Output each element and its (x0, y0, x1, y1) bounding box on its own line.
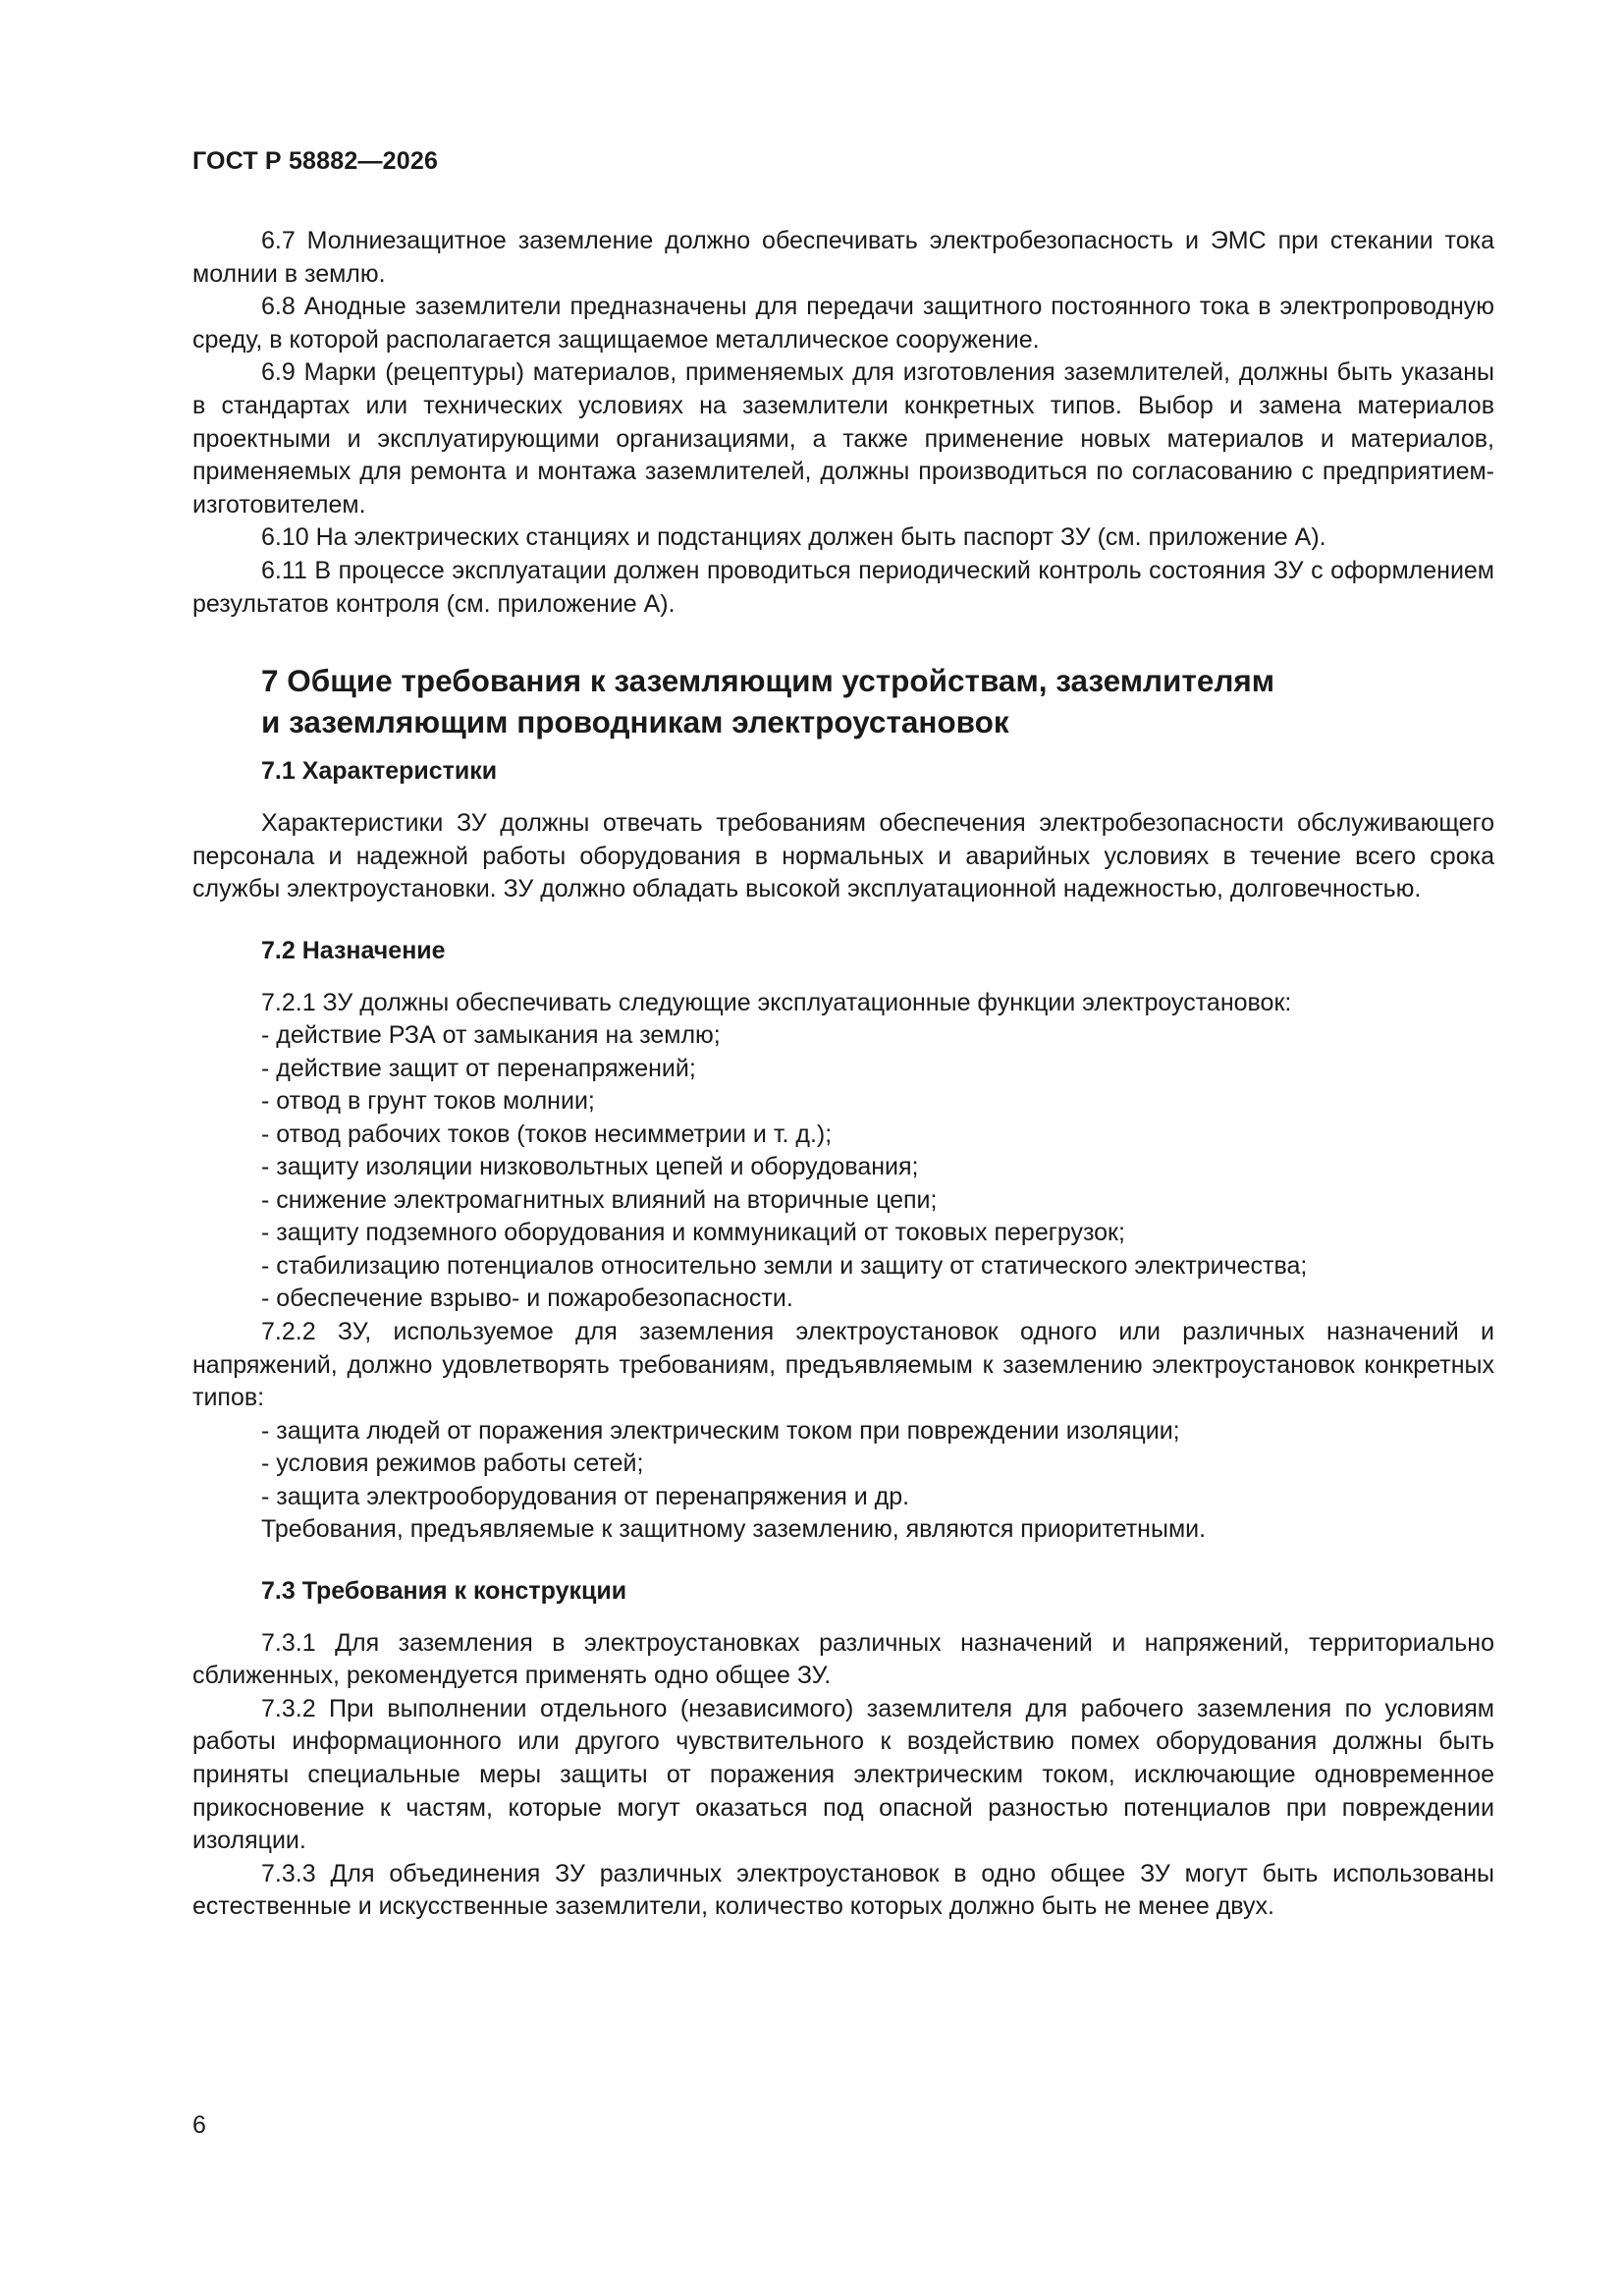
paragraph-7-2-1: 7.2.1 ЗУ должны обеспечивать следующие эксплуатационные функции электроустановок: (261, 988, 1292, 1016)
section-7-title-line-1: 7 Общие требования к заземляющим устройствам, заземлителям (261, 663, 1275, 699)
list-item: - защита людей от поражения электрическим током при повреждении изоляции; (261, 1416, 1180, 1445)
list-item: - обеспечение взрыво- и пожаробезопасности. (261, 1285, 793, 1313)
paragraph-6-9: 6.9 Марки (рецептуры) материалов, применяемых для изготовления заземлителей, должны быть указаны в стандартах или технических условиях на заземлители конкретных типов. Выбор и замена материалов проектными и эксплуатирующими организациями, а также применение новых материалов и материалов, применяемых для ремонта и монтажа заземлителей, должны производиться по согласованию с предприятием-изготовителем. (192, 358, 1494, 519)
paragraph-6-10: 6.10 На электрических станциях и подстанциях должен быть паспорт ЗУ (см. приложение А). (261, 523, 1326, 552)
list-item: - защиту изоляции низковольтных цепей и оборудования; (261, 1153, 919, 1181)
paragraph-7-1: Характеристики ЗУ должны отвечать требованиям обеспечения электробезопасности обслуживающего персонала и надежной работы оборудования в нормальных и аварийных условиях в течение всего срока службы электроустановки. ЗУ должно обладать высокой эксплуатационной надежностью, долговечностью. (192, 809, 1494, 903)
document-page (192, 147, 1494, 1924)
list-item: - действие защит от перенапряжений; (261, 1054, 696, 1082)
list-item: - действие РЗА от замыкания на землю; (261, 1021, 721, 1050)
priority-statement: Требования, предъявляемые к защитному заземлению, являются приоритетными. (261, 1515, 1207, 1544)
document-code-header: ГОСТ Р 58882—2026 (192, 147, 439, 175)
section-7-title (192, 660, 1494, 742)
subsection-7-1-title: 7.1 Характеристики (261, 757, 498, 786)
subsection-7-2-title: 7.2 Назначение (261, 936, 446, 964)
subsection-7-3-title: 7.3 Требования к конструкции (261, 1576, 627, 1605)
paragraph-7-2-2: 7.2.2 ЗУ, используемое для заземления электроустановок одного или различных назначений и напряжений, должно удовлетворять требованиям, предъявляемым к заземлению электроустановок конкретных типов: (192, 1317, 1494, 1412)
list-item: - снижение электромагнитных влияний на вторичные цепи; (261, 1185, 938, 1214)
paragraph-6-8: 6.8 Анодные заземлители предназначены для передачи защитного постоянного тока в электропроводную среду, в которой располагается защищаемое металлическое сооружение. (192, 293, 1494, 354)
list-item: - защиту подземного оборудования и коммуникаций от токовых перегрузок; (261, 1219, 1125, 1247)
section-6-paragraphs (192, 225, 1494, 621)
list-item: - условия режимов работы сетей; (261, 1449, 644, 1478)
list-item: - отвод рабочих токов (токов несимметрии и т. д.); (261, 1120, 833, 1148)
paragraph-7-3-1: 7.3.1 Для заземления в электроустановках различных назначений и напряжений, территориально сближенных, рекомендуется применять одно общее ЗУ. (192, 1628, 1494, 1690)
paragraph-6-7: 6.7 Молниезащитное заземление должно обеспечивать электробезопасность и ЭМС при стекании тока молнии в землю. (192, 227, 1494, 288)
list-item: - защита электрооборудования от перенапряжения и др. (261, 1482, 910, 1510)
section-7-title-line-2: и заземляющим проводникам электроустановок (261, 704, 1009, 740)
paragraph-6-11: 6.11 В процессе эксплуатации должен проводиться периодический контроль состояния ЗУ с оформлением результатов контроля (см. приложение А). (192, 556, 1494, 618)
page-number: 6 (192, 2111, 206, 2139)
paragraph-7-3-2: 7.3.2 При выполнении отдельного (независимого) заземлителя для рабочего заземления по условиям работы информационного или другого чувствительного к воздействию помех оборудования должны быть приняты специальные меры защиты от поражения электрическим током, исключающие одновременное прикосновение к частям, которые могут оказаться под опасной разностью потенциалов при повреждении изоляции. (192, 1694, 1494, 1855)
list-item: - отвод в грунт токов молнии; (261, 1087, 595, 1116)
requirements-list (192, 1415, 1494, 1514)
functions-list (192, 1019, 1494, 1316)
list-item: - стабилизацию потенциалов относительно земли и защиту от статического электричества; (261, 1251, 1308, 1280)
paragraph-7-3-3: 7.3.3 Для объединения ЗУ различных электроустановок в одно общее ЗУ могут быть использованы естественные и искусственные заземлители, количество которых должно быть не менее двух. (192, 1859, 1494, 1921)
